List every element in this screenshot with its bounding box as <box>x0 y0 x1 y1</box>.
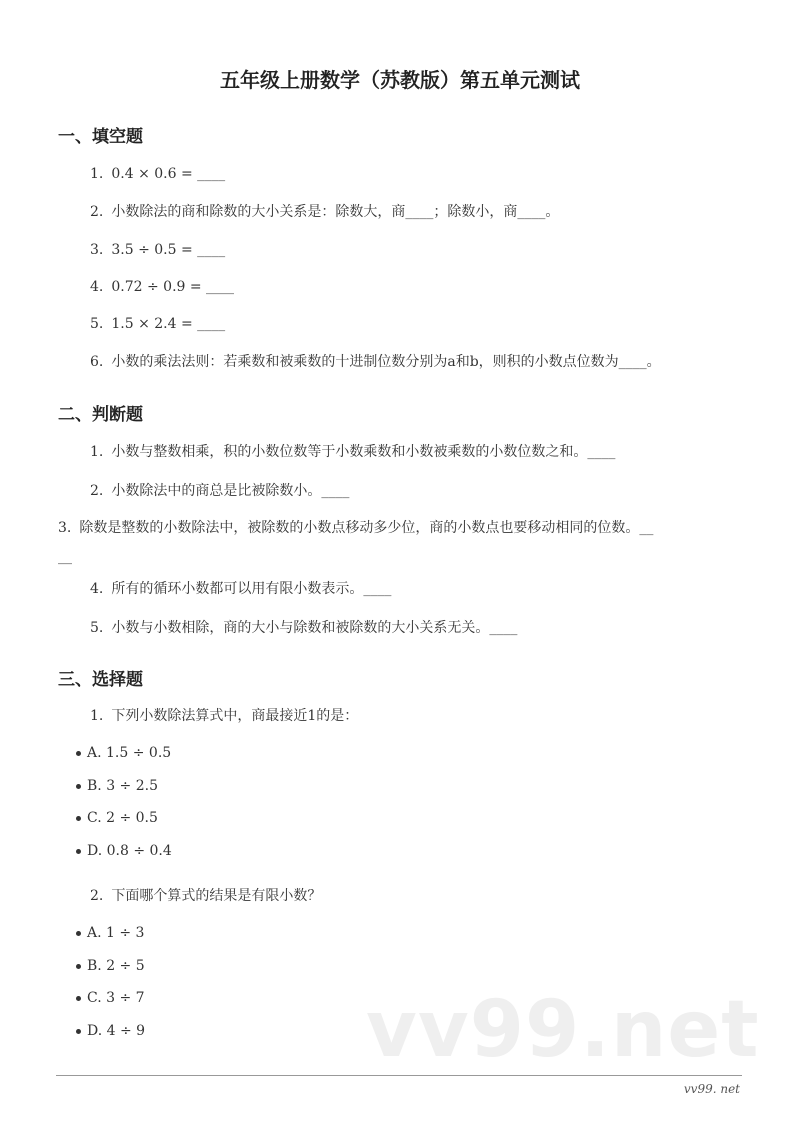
question-item: 6. 小数的乘法法则：若乘数和被乘数的十进制位数分别为a和b，则积的小数点位数为____。 <box>90 354 661 370</box>
question-item: 4. 0.72 ÷ 0.9 = ____ <box>90 279 235 295</box>
question-item: 1. 0.4 × 0.6 = ____ <box>90 166 226 182</box>
bullet-icon <box>76 964 81 969</box>
question-item: 3. 除数是整数的小数除法中，被除数的小数点移动多少位，商的小数点也要移动相同的位数。__ <box>58 520 654 536</box>
option-item: D. 4 ÷ 9 <box>76 1021 145 1041</box>
section-heading-multiple-choice: 三、选择题 <box>58 670 143 690</box>
option-item: B. 3 ÷ 2.5 <box>76 776 158 796</box>
footer-text: vv99. net <box>683 1082 740 1096</box>
question-item: 5. 1.5 × 2.4 = ____ <box>90 316 226 332</box>
bullet-icon <box>76 849 81 854</box>
option-item: D. 0.8 ÷ 0.4 <box>76 841 172 861</box>
question-item: 3. 3.5 ÷ 0.5 = ____ <box>90 242 226 258</box>
question-item-wrap: __ <box>58 549 72 565</box>
option-item: C. 3 ÷ 7 <box>76 988 145 1008</box>
option-item: B. 2 ÷ 5 <box>76 956 145 976</box>
question-item: 2. 小数除法中的商总是比被除数小。____ <box>90 483 350 499</box>
footer-divider <box>56 1075 742 1076</box>
bullet-icon <box>76 996 81 1001</box>
bullet-icon <box>76 1029 81 1034</box>
question-item: 1. 小数与整数相乘，积的小数位数等于小数乘数和小数被乘数的小数位数之和。____ <box>90 444 616 460</box>
question-item: 1. 下列小数除法算式中，商最接近1的是： <box>90 708 359 724</box>
page-title: 五年级上册数学（苏教版）第五单元测试 <box>220 68 580 92</box>
watermark: vv99.net <box>366 985 760 1075</box>
bullet-icon <box>76 751 81 756</box>
option-item: C. 2 ÷ 0.5 <box>76 808 158 828</box>
question-item: 5. 小数与小数相除，商的大小与除数和被除数的大小关系无关。____ <box>90 620 518 636</box>
question-item: 2. 下面哪个算式的结果是有限小数？ <box>90 888 322 904</box>
question-item: 2. 小数除法的商和除数的大小关系是：除数大，商____；除数小，商____。 <box>90 204 560 220</box>
section-heading-true-false: 二、判断题 <box>58 405 143 425</box>
question-item: 4. 所有的循环小数都可以用有限小数表示。____ <box>90 581 392 597</box>
option-item: A. 1 ÷ 3 <box>76 923 144 943</box>
bullet-icon <box>76 816 81 821</box>
bullet-icon <box>76 931 81 936</box>
option-item: A. 1.5 ÷ 0.5 <box>76 743 171 763</box>
section-heading-fill-blank: 一、填空题 <box>58 127 143 147</box>
bullet-icon <box>76 784 81 789</box>
